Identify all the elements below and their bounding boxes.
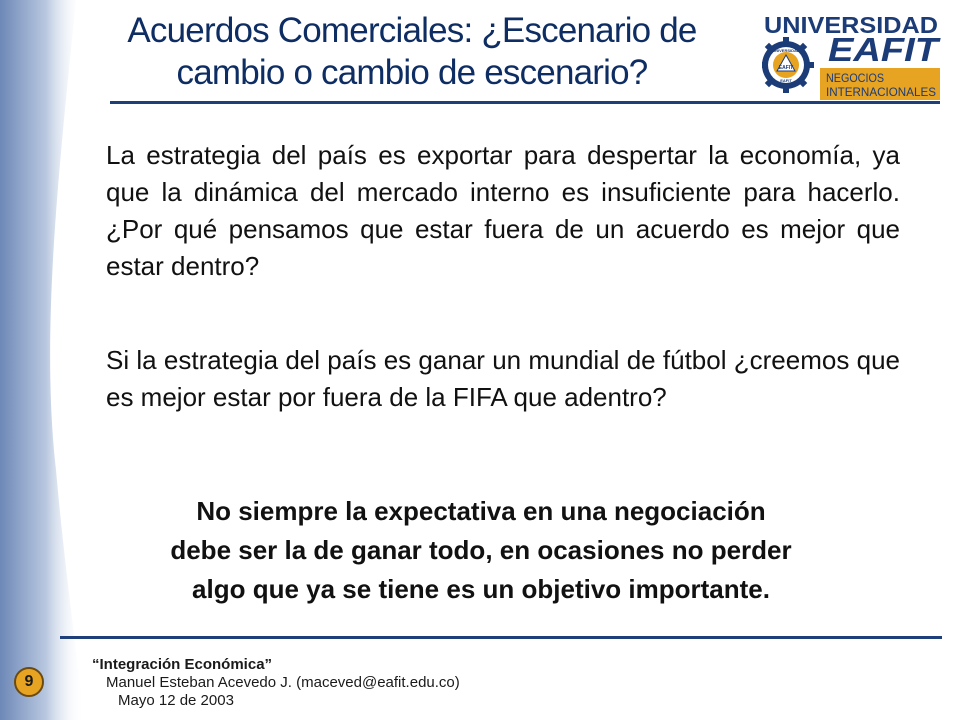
body-paragraph-1: La estrategia del país es exportar para despertar la economía, ya que la dinámica del mercado interno es insuficiente para hacerlo. ¿Por qué pensamos que estar fuera de un acuerdo es mejor que estar dentro? — [106, 140, 900, 281]
title-line-1: Acuerdos Comerciales: ¿Escenario de — [127, 11, 697, 50]
footer-course: “Integración Económica” — [92, 656, 273, 673]
seal-top-text: UNIVERSIDAD — [772, 48, 800, 53]
eafit-logo — [762, 12, 942, 104]
body-paragraph-2: Si la estrategia del país es ganar un mundial de fútbol ¿creemos que es mejor estar por fuera de la FIFA que adentro? — [106, 345, 900, 412]
logo-internacionales-text: INTERNACIONALES — [826, 85, 936, 99]
logo-eafit-word: EAFIT — [828, 31, 942, 68]
footer-author: Manuel Esteban Acevedo J. (maceved@eafit.edu.co) — [106, 674, 460, 691]
footer-divider — [60, 636, 942, 639]
page-number-badge: 9 — [14, 667, 44, 697]
slide-title — [92, 10, 732, 94]
logo-negocios-text: NEGOCIOS — [826, 71, 884, 85]
seal-center-text: EAFIT — [778, 65, 794, 71]
title-line-2: cambio o cambio de escenario? — [176, 53, 648, 92]
key-message — [86, 492, 876, 609]
seal-bottom-text: EAFIT — [780, 78, 792, 83]
key-message-line-3: algo que ya se tiene es un objetivo importante. — [192, 574, 770, 604]
logo-university-word: UNIVERSIDAD — [764, 12, 938, 38]
gear-seal-icon — [762, 37, 814, 93]
key-message-line-1: No siempre la expectativa en una negociación — [196, 496, 766, 526]
footer-date: Mayo 12 de 2003 — [118, 692, 234, 709]
key-message-line-2: debe ser la de ganar todo, en ocasiones no perder — [170, 535, 792, 565]
